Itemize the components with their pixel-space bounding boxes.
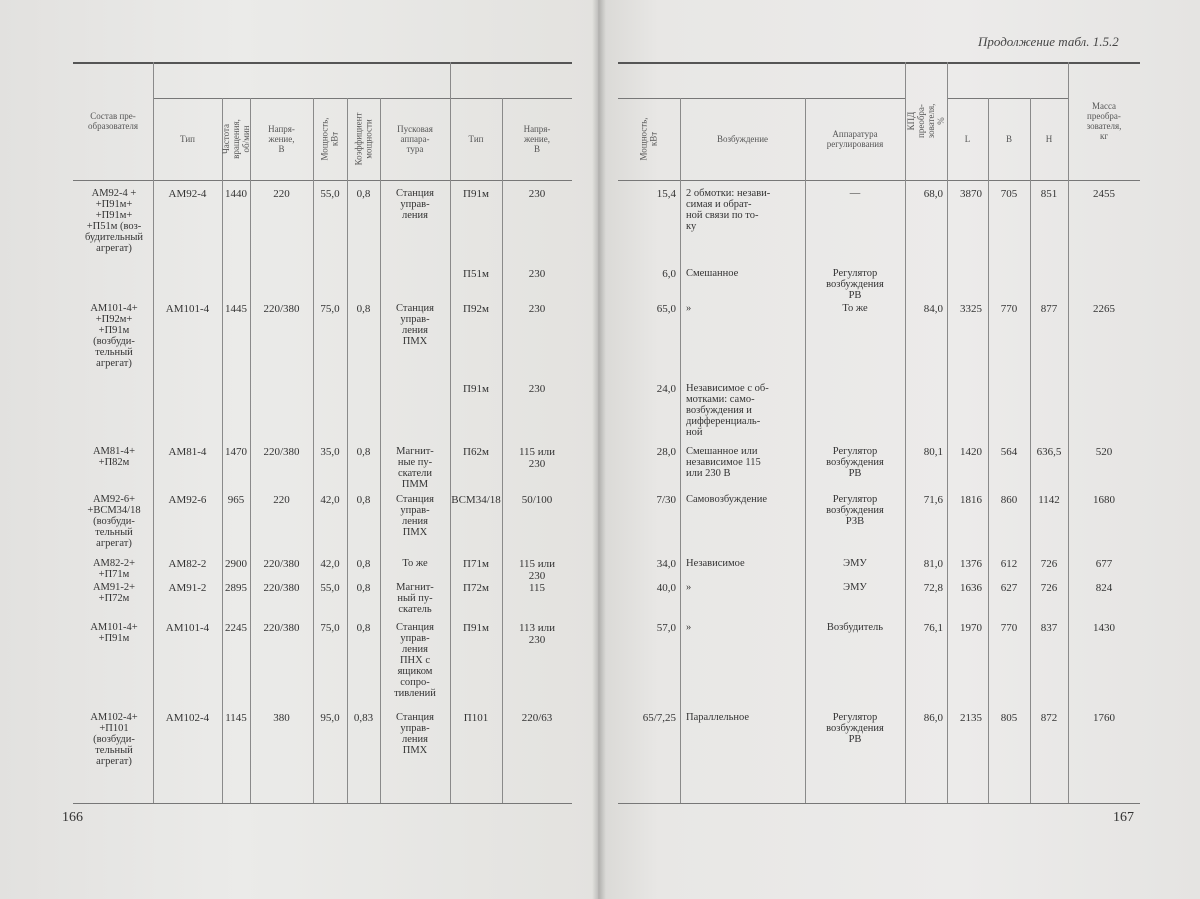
cell-volt: 380: [273, 712, 290, 724]
cell-gtype: П72м: [463, 582, 489, 594]
cell-L: 1376: [960, 558, 982, 570]
cell-reg: Регулятор возбуждения РЗВ: [826, 494, 884, 527]
cell-gpow: 34,0: [656, 558, 676, 570]
cell-gpow: 40,0: [656, 582, 676, 594]
cell-rpm: 1145: [225, 712, 247, 724]
cell-starter: Станция управ- ления ПМХ: [396, 712, 434, 756]
cell-mass: 1680: [1093, 494, 1115, 506]
column-header-motor-type-text: Тип: [180, 134, 195, 144]
cell-gtype: П62м: [463, 446, 489, 458]
cell-gtype: П101: [463, 712, 489, 724]
cell-exc: »: [686, 582, 692, 593]
cell-reg: ЭМУ: [843, 558, 867, 569]
cell-type: АМ101-4: [165, 303, 210, 315]
cell-volt: 220/380: [263, 303, 300, 315]
cell-gpow: 65/7,25: [642, 712, 676, 724]
cell-exc: Параллельное: [686, 712, 750, 723]
cell-power: 55,0: [320, 188, 340, 200]
column-header-L-text: L: [964, 134, 971, 144]
cell-rpm: 1440: [225, 188, 247, 200]
cell-comp: АМ81-4+ +П82м: [92, 446, 136, 468]
cell-exc: Независимое: [686, 558, 745, 569]
cell-gtype: П71м: [463, 558, 489, 570]
cell-gpow: 28,0: [656, 446, 676, 458]
cell-L: 3870: [960, 188, 982, 200]
column-header-H: [1030, 98, 1068, 180]
cell-type: АМ81-4: [168, 446, 207, 458]
cell-gvolt: 115 или 230: [518, 558, 556, 582]
column-header-voltage: [250, 98, 313, 180]
cell-B: 805: [1000, 712, 1018, 724]
cell-H: 726: [1040, 558, 1058, 570]
column-header-motor-type: [153, 98, 222, 180]
cell-type: АМ101-4: [165, 622, 210, 634]
cell-eff: 81,0: [923, 558, 943, 570]
table-caption: Продолжение табл. 1.5.2: [978, 34, 1119, 49]
cell-exc: 2 обмотки: незави- симая и обрат- ной связи по то- ку: [686, 188, 771, 232]
column-header-rotation: [222, 98, 250, 180]
column-header-mass: [1068, 62, 1140, 180]
cell-starter: Магнит- ный пу- скатель: [396, 582, 434, 615]
cell-eff: 72,8: [923, 582, 943, 594]
cell-volt: 220: [273, 494, 290, 506]
cell-gvolt: 230: [528, 383, 546, 395]
table-bottom-border-left: [73, 803, 572, 804]
cell-rpm: 965: [227, 494, 245, 506]
column-header-power-text: Мощность, кВт: [320, 117, 340, 161]
cell-mass: 2265: [1093, 303, 1115, 315]
cell-B: 770: [1000, 622, 1018, 634]
column-header-rotation-text: Частота вращения, об/мин: [221, 119, 252, 159]
cell-reg: Регулятор возбуждения РВ: [826, 712, 884, 745]
cell-exc: Смешанное: [686, 268, 739, 279]
cell-H: 872: [1040, 712, 1058, 724]
column-header-regulator: [805, 98, 905, 180]
cell-starter: Станция управ- ления ПНХ с ящиком сопро- тивлений: [394, 622, 436, 699]
cell-pf: 0,83: [353, 712, 374, 724]
cell-power: 35,0: [320, 446, 340, 458]
cell-mass: 2455: [1093, 188, 1115, 200]
header-bottom-line-right: [618, 180, 1140, 181]
cell-power: 95,0: [320, 712, 340, 724]
cell-pf: 0,8: [356, 446, 371, 458]
cell-volt: 220/380: [263, 558, 300, 570]
cell-volt: 220/380: [263, 582, 300, 594]
column-header-generator-power-text: Мощность, кВт: [639, 117, 659, 161]
column-header-regulator-text: Аппаратура регулирования: [826, 129, 884, 149]
cell-gvolt: 230: [528, 188, 546, 200]
cell-eff: 86,0: [923, 712, 943, 724]
cell-comp: АМ101-4+ +П92м+ +П91м (возбуди- тельный агрегат): [90, 303, 138, 369]
cell-reg: Регулятор возбуждения РВ: [826, 268, 884, 301]
cell-H: 1142: [1038, 494, 1060, 506]
cell-power: 55,0: [320, 582, 340, 594]
column-header-efficiency-text: КПД преобра- зователя, %: [906, 103, 946, 139]
cell-pf: 0,8: [356, 494, 371, 506]
cell-reg: То же: [842, 303, 868, 314]
book-fold: [592, 0, 606, 899]
cell-type: АМ102-4: [165, 712, 210, 724]
cell-starter: Станция управ- ления ПМХ: [396, 303, 434, 347]
column-divider-right-1: [680, 98, 681, 803]
column-header-power-factor: [347, 98, 380, 180]
cell-gvolt: 115: [528, 582, 546, 594]
cell-comp: АМ101-4+ +П91м: [90, 622, 138, 644]
cell-mass: 1760: [1093, 712, 1115, 724]
cell-H: 851: [1040, 188, 1058, 200]
cell-power: 42,0: [320, 558, 340, 570]
cell-B: 627: [1000, 582, 1018, 594]
cell-reg: Регулятор возбуждения РВ: [826, 446, 884, 479]
column-header-mass-text: Масса преобра- зователя, кг: [1086, 101, 1122, 141]
cell-exc: Самовозбуждение: [686, 494, 768, 505]
column-header-generator-type-text: Тип: [468, 134, 484, 144]
cell-reg: —: [849, 188, 861, 199]
cell-type: АМ82-2: [168, 558, 207, 570]
column-header-excitation: [680, 98, 805, 180]
cell-H: 877: [1040, 303, 1058, 315]
column-header-generator-power: [618, 98, 680, 180]
cell-starter: Станция управ- ления: [396, 188, 434, 221]
cell-comp: АМ92-6+ +ВСМ34/18 (возбуди- тельный агрегат): [87, 494, 141, 549]
cell-gpow: 57,0: [656, 622, 676, 634]
cell-power: 75,0: [320, 303, 340, 315]
cell-B: 860: [1000, 494, 1018, 506]
cell-volt: 220/380: [263, 622, 300, 634]
cell-B: 770: [1000, 303, 1018, 315]
cell-mass: 824: [1095, 582, 1113, 594]
cell-gpow: 24,0: [656, 383, 676, 395]
cell-L: 2135: [960, 712, 982, 724]
cell-gtype: П51м: [463, 268, 489, 280]
cell-gvolt: 220/63: [521, 712, 553, 724]
cell-H: 636,5: [1036, 446, 1062, 458]
cell-pf: 0,8: [356, 582, 371, 594]
cell-exc: Смешанное или независимое 115 или 230 В: [686, 446, 761, 479]
cell-mass: 677: [1095, 558, 1113, 570]
cell-gtype: П91м: [463, 622, 489, 634]
cell-gvolt: 230: [528, 303, 546, 315]
cell-reg: Возбудитель: [826, 622, 884, 633]
cell-gvolt: 50/100: [521, 494, 553, 506]
column-header-composition-text: Состав пре- образователя: [87, 111, 139, 131]
cell-rpm: 1470: [225, 446, 247, 458]
cell-B: 705: [1000, 188, 1018, 200]
column-header-B-text: B: [1005, 134, 1012, 144]
cell-B: 564: [1000, 446, 1018, 458]
cell-volt: 220: [273, 188, 290, 200]
cell-gpow: 6,0: [662, 268, 676, 280]
cell-rpm: 2245: [225, 622, 247, 634]
cell-reg: ЭМУ: [843, 582, 867, 593]
cell-gvolt: 230: [528, 268, 546, 280]
cell-comp: АМ102-4+ +П101 (возбуди- тельный агрегат): [90, 712, 138, 767]
cell-type: АМ92-4: [168, 188, 207, 200]
cell-pf: 0,8: [356, 558, 371, 570]
cell-type: АМ91-2: [168, 582, 207, 594]
cell-comp: АМ92-4 + +П91м+ +П91м+ +П51м (воз- будительный агрегат): [84, 188, 144, 254]
cell-rpm: 2895: [225, 582, 247, 594]
cell-pf: 0,8: [356, 622, 371, 634]
cell-gtype: ВСМ34/18: [451, 494, 501, 506]
page-number-right: 167: [1113, 810, 1134, 825]
column-header-voltage-text: Напря- жение, В: [268, 124, 295, 154]
cell-gvolt: 113 или 230: [518, 622, 556, 646]
column-header-power-factor-text: Коэффициент мощности: [353, 112, 374, 166]
cell-gtype: П92м: [463, 303, 489, 315]
cell-pf: 0,8: [356, 303, 371, 315]
cell-power: 42,0: [320, 494, 340, 506]
cell-starter: Магнит- ные пу- скатели ПММ: [396, 446, 434, 490]
cell-eff: 76,1: [923, 622, 943, 634]
cell-pf: 0,8: [356, 188, 371, 200]
cell-eff: 71,6: [923, 494, 943, 506]
cell-gpow: 7/30: [656, 494, 676, 506]
column-header-L: [947, 98, 988, 180]
cell-gpow: 15,4: [656, 188, 676, 200]
page-number-left: 166: [62, 810, 83, 825]
cell-eff: 80,1: [923, 446, 943, 458]
cell-starter: Станция управ- ления ПМХ: [396, 494, 434, 538]
cell-L: 1420: [960, 446, 982, 458]
cell-power: 75,0: [320, 622, 340, 634]
cell-mass: 520: [1095, 446, 1113, 458]
column-header-efficiency: [905, 62, 947, 180]
cell-exc: Независимое с об- мотками: само- возбуждения и дифференциаль- ной: [686, 383, 769, 438]
cell-exc: »: [686, 622, 692, 633]
column-header-composition: [73, 62, 153, 180]
cell-L: 3325: [960, 303, 982, 315]
cell-starter: То же: [402, 558, 428, 569]
cell-rpm: 1445: [225, 303, 247, 315]
cell-type: АМ92-6: [168, 494, 207, 506]
cell-comp: АМ91-2+ +П72м: [92, 582, 136, 604]
table-bottom-border-right: [618, 803, 1140, 804]
cell-H: 837: [1040, 622, 1058, 634]
cell-mass: 1430: [1093, 622, 1115, 634]
cell-rpm: 2900: [225, 558, 247, 570]
header-bottom-line-left: [73, 180, 572, 181]
cell-L: 1636: [960, 582, 982, 594]
cell-gpow: 65,0: [656, 303, 676, 315]
cell-exc: »: [686, 303, 692, 314]
cell-eff: 84,0: [923, 303, 943, 315]
cell-eff: 68,0: [923, 188, 943, 200]
cell-volt: 220/380: [263, 446, 300, 458]
cell-gtype: П91м: [463, 188, 489, 200]
cell-L: 1970: [960, 622, 982, 634]
cell-H: 726: [1040, 582, 1058, 594]
column-header-generator-voltage: [502, 98, 572, 180]
column-header-H-text: H: [1045, 134, 1053, 144]
column-header-starter: [380, 98, 450, 180]
cell-comp: АМ82-2+ +П71м: [92, 558, 136, 580]
column-header-excitation-text: Возбуждение: [716, 134, 769, 144]
column-header-generator-voltage-text: Напря- жение, В: [523, 124, 551, 154]
cell-L: 1816: [960, 494, 982, 506]
column-header-power: [313, 98, 347, 180]
column-header-generator-type: [450, 98, 502, 180]
cell-gtype: П91м: [463, 383, 489, 395]
table-top-border-right: [618, 62, 1140, 64]
cell-gvolt: 115 или 230: [518, 446, 556, 470]
column-header-B: [988, 98, 1030, 180]
column-header-starter-text: Пусковая аппара- тура: [397, 124, 433, 154]
cell-B: 612: [1000, 558, 1018, 570]
